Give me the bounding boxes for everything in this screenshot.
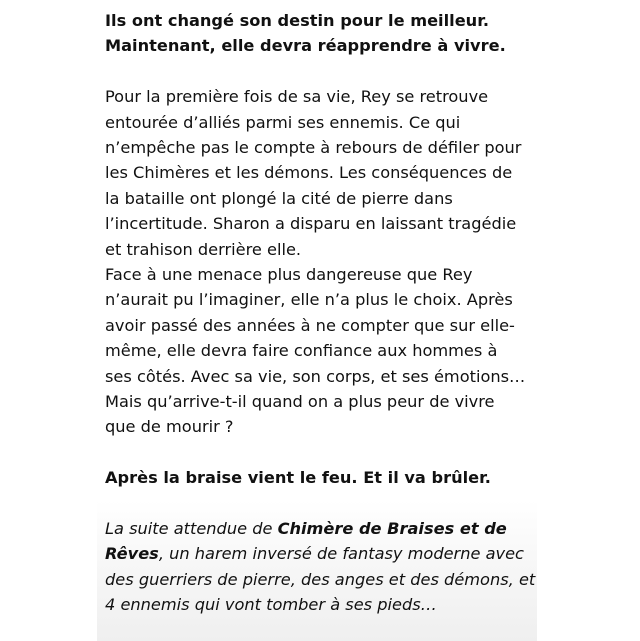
paragraph-second [105, 262, 537, 440]
text-line: Mais qu’arrive-t-il quand on a plus peur de vivre [105, 392, 495, 412]
paragraph-first [105, 84, 537, 262]
hook-line [105, 465, 537, 490]
spacer [105, 491, 537, 516]
text-line: Face à une menace plus dangereuse que Rey [105, 265, 473, 285]
text-line: n’aurait pu l’imaginer, elle n’a plus le choix. Après [105, 290, 513, 310]
text-line: l’incertitude. Sharon a disparu en laissant tragédie [105, 214, 517, 234]
hook-text: Après la braise vient le feu. Et il va brûler. [105, 468, 491, 488]
text-line: Pour la première fois de sa vie, Rey se retrouve [105, 87, 489, 107]
text-line: 4 ennemis qui vont tomber à ses pieds… [105, 595, 437, 615]
text-line: entourée d’alliés parmi ses ennemis. Ce qui [105, 112, 461, 132]
closing-prefix: La suite attendue de [105, 519, 278, 539]
series-title: Rêves [105, 544, 159, 564]
text-line: les Chimères et les démons. Les conséquences de [105, 163, 513, 183]
spacer [105, 59, 537, 84]
text-line [105, 541, 537, 566]
description-page [97, 0, 537, 641]
text-line: même, elle devra faire confiance aux hommes à [105, 341, 498, 361]
text-line: et trahison derrière elle. [105, 239, 302, 259]
text-line: la bataille ont plongé la cité de pierre dans [105, 188, 453, 208]
text-line: des guerriers de pierre, des anges et des démons, et [105, 569, 536, 589]
closing-paragraph [105, 516, 537, 618]
text-line [105, 516, 537, 541]
tagline-line: Ils ont changé son destin pour le meilleur. [105, 11, 490, 30]
series-title: Chimère de Braises et de [277, 519, 507, 539]
text-line: que de mourir ? [105, 417, 234, 437]
text-line: n’empêche pas le compte à rebours de défiler pour [105, 138, 522, 158]
tagline [105, 8, 537, 59]
tagline-line: Maintenant, elle devra réapprendre à vivre. [105, 36, 506, 56]
book-description [105, 8, 537, 618]
closing-suffix: , un harem inversé de fantasy moderne avec [158, 544, 524, 564]
text-line: avoir passé des années à ne compter que sur elle- [105, 315, 515, 335]
text-line: ses côtés. Avec sa vie, son corps, et ses émotions… [105, 366, 526, 386]
spacer [105, 440, 537, 465]
